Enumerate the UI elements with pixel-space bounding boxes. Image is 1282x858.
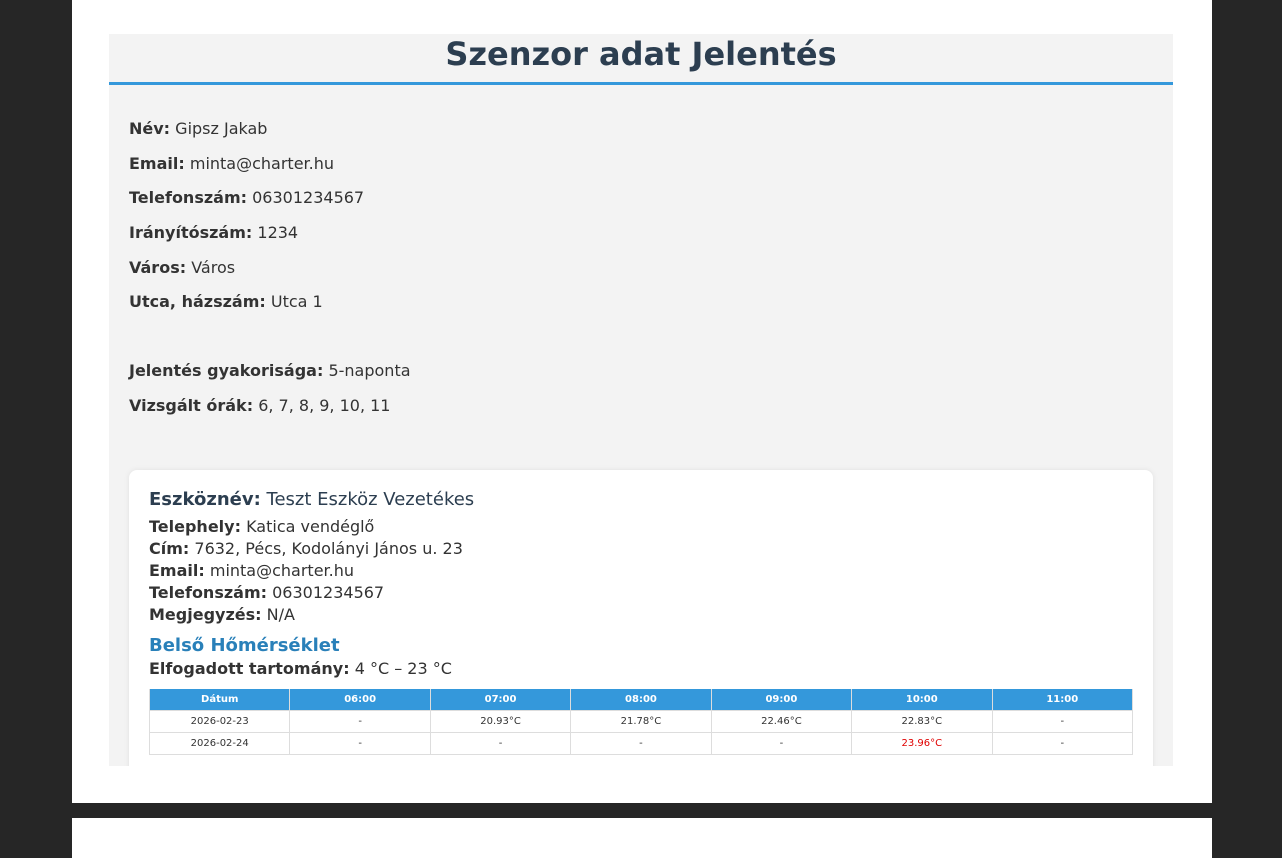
table-header-row [150,689,1133,711]
column-header: 11:00 [992,689,1132,711]
table-cell: 2026-02-24 [150,733,290,755]
label: Irányítószám: [129,223,253,243]
report-header [109,34,1173,85]
user-zip-row [129,223,1153,243]
user-phone: 06301234567 [252,188,365,208]
table-cell: - [992,733,1132,755]
section-title: Belső Hőmérséklet [149,635,340,656]
table-cell: - [711,733,851,755]
table-cell: - [290,733,430,755]
device-email-row [149,560,1133,582]
label: Email: [129,153,185,173]
user-name: Gipsz Jakab [175,119,268,138]
table-cell-out-of-range: 23.96°C [852,733,992,755]
label: Város: [129,257,187,277]
table-cell: - [571,733,711,755]
label: Telefonszám: [129,188,248,208]
report-frequency: 5-naponta [328,361,411,381]
user-email: minta@charter.hu [189,153,335,173]
device-site: Katica vendéglő [246,517,375,536]
device-note: N/A [266,605,295,624]
column-header: 06:00 [290,689,430,711]
page-title: Szenzor adat Jelentés [445,35,837,73]
report-container [109,34,1173,766]
label: Email: [149,561,205,580]
report-page [72,0,1212,803]
device-card [129,470,1153,766]
user-info [109,85,1173,416]
label: Utca, házszám: [129,292,266,312]
column-header: 08:00 [571,689,711,711]
table-cell: - [430,733,570,755]
label: Eszköznév: [149,489,261,510]
column-header: 09:00 [711,689,851,711]
device-name: Teszt Eszköz Vezetékes [266,489,475,510]
device-address-row [149,538,1133,560]
user-phone-row [129,188,1153,208]
table-cell: 20.93°C [430,711,570,733]
label: Telephely: [149,517,241,536]
table-cell: - [290,711,430,733]
label: Jelentés gyakorisága: [129,361,324,381]
device-site-row [149,516,1133,538]
table-cell: 2026-02-23 [150,711,290,733]
spacer [129,327,1153,361]
next-page [72,818,1212,858]
table-cell: 22.83°C [852,711,992,733]
device-phone: 06301234567 [272,583,385,602]
table-row [150,733,1133,755]
column-header: 07:00 [430,689,570,711]
label: Vizsgált órák: [129,395,254,415]
user-street: Utca 1 [270,292,323,312]
label: Elfogadott tartomány: [149,659,350,678]
user-city-row [129,258,1153,278]
device-address: 7632, Pécs, Kodolányi János u. 23 [194,539,463,558]
device-note-row [149,604,1133,626]
column-header: 10:00 [852,689,992,711]
frequency-row [129,361,1153,381]
user-zip: 1234 [257,223,299,243]
column-header: Dátum [150,689,290,711]
user-email-row [129,154,1153,174]
accepted-range: 4 °C – 23 °C [354,659,452,678]
examined-hours: 6, 7, 8, 9, 10, 11 [258,395,391,415]
hours-row [129,396,1153,416]
temperature-table [149,689,1133,755]
user-name-row [129,119,1153,139]
table-cell: 21.78°C [571,711,711,733]
table-cell: 22.46°C [711,711,851,733]
label: Megjegyzés: [149,605,262,624]
user-street-row [129,292,1153,312]
table-cell: - [992,711,1132,733]
label: Telefonszám: [149,583,268,602]
range-row [149,658,1133,680]
device-name-row [149,488,1133,512]
device-phone-row [149,582,1133,604]
user-city: Város [191,257,236,277]
label: Név: [129,119,171,138]
table-row [150,711,1133,733]
label: Cím: [149,539,190,558]
device-email: minta@charter.hu [209,561,355,580]
